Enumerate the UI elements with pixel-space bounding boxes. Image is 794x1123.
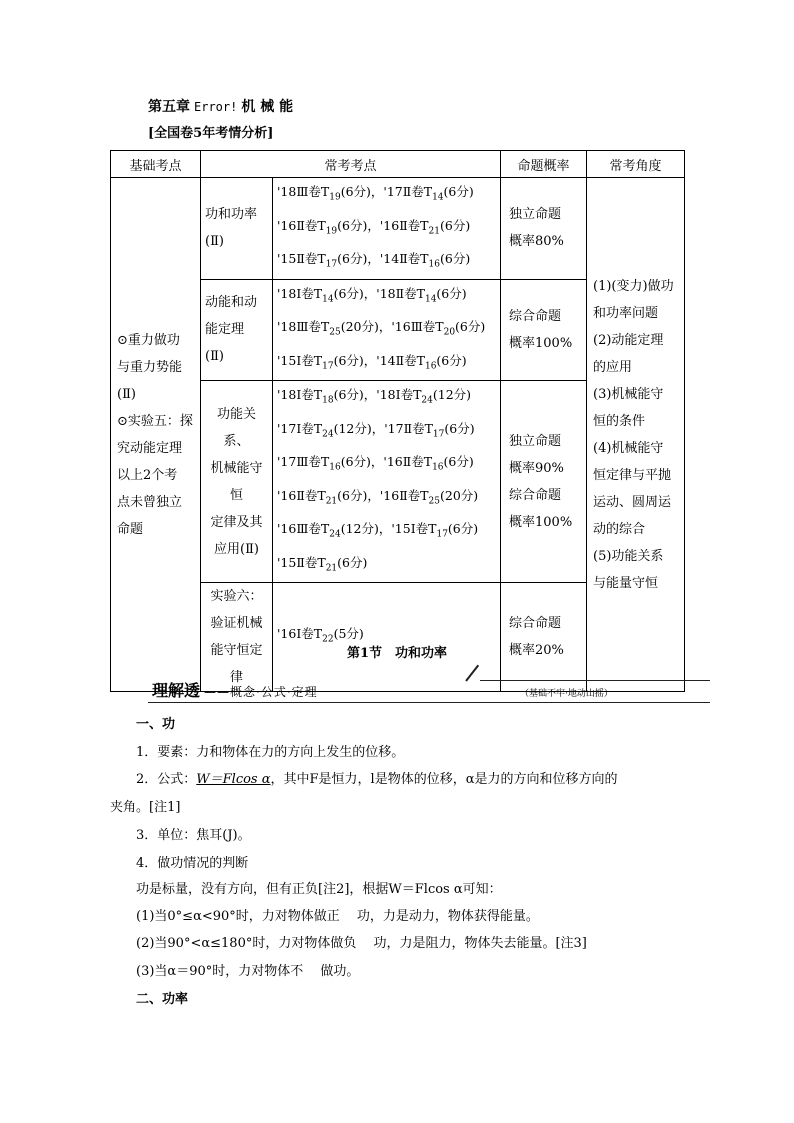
banner-underline: [148, 702, 710, 703]
reference-text: '16Ⅰ卷T: [277, 626, 323, 642]
formula-label: 2．公式：: [136, 772, 197, 787]
paragraph-case-1: (1)当0°≤α<90°时，力对物体做正 功，力是动力，物体获得能量。: [136, 909, 539, 924]
reference-text: (5分): [333, 626, 364, 642]
reference-text: (6分)，'16Ⅱ卷T: [337, 487, 429, 503]
chapter-prefix: 第五章: [148, 99, 190, 115]
header-base: 基础考点: [111, 151, 201, 178]
header-common: 常考考点: [201, 151, 501, 178]
exam-reference-line: [277, 245, 496, 279]
question-number: 17: [325, 259, 338, 270]
paragraph-case-3: (3)当α＝90°时，力对物体不 做功。: [136, 964, 360, 979]
work-formula: W＝Flcos α: [196, 772, 271, 787]
question-number: 24: [421, 395, 433, 406]
question-number: 17: [436, 529, 448, 540]
reference-text: (6分): [439, 251, 471, 266]
question-number: 14: [432, 192, 444, 203]
question-number: 25: [329, 327, 341, 338]
exam-reference-line: [277, 448, 496, 482]
exam-reference-line: [277, 347, 496, 381]
question-number: 25: [428, 496, 440, 506]
paragraph-case-2: (2)当90°<α≤180°时，力对物体做负 功，力是阻力，物体失去能量。[注3]: [136, 936, 587, 951]
reference-text: (6分): [436, 285, 467, 301]
banner-title: [152, 678, 318, 701]
reference-text: '15Ⅱ卷T: [277, 554, 326, 570]
reference-text: (6分)，'18Ⅱ卷T: [333, 285, 425, 301]
topic-cell: 功和功率 (Ⅱ): [201, 178, 273, 280]
question-number: 16: [432, 462, 444, 473]
question-number: 19: [329, 192, 341, 203]
reference-text: (6分)，'14Ⅱ卷T: [333, 352, 425, 368]
reference-text: (6分): [443, 184, 474, 199]
banner-note: （基础不牢·地动山摇）: [520, 689, 613, 699]
reference-text: '18Ⅰ卷T: [277, 285, 323, 301]
probability-cell: 综合命题 概率20%: [501, 583, 587, 692]
reference-text: (6分)，'17Ⅱ卷T: [340, 184, 433, 199]
banner-sub: ——概念·公式·定理: [204, 685, 318, 699]
reference-text: (20分)，'16Ⅲ卷T: [340, 319, 444, 334]
table-row: [111, 178, 685, 280]
reference-text: (6分): [447, 521, 479, 536]
header-prob: 命题概率: [501, 151, 587, 178]
reference-text: (6分): [436, 352, 467, 368]
topic-cell: 实验六： 验证机械 能守恒定 律: [201, 583, 273, 692]
reference-text: '18Ⅲ卷T: [277, 184, 330, 199]
analysis-title: [全国卷5年考情分析]: [148, 126, 274, 141]
reference-text: (12分)，'17Ⅱ卷T: [333, 420, 433, 436]
error-text: Error!: [194, 100, 238, 114]
reference-text: (6分): [444, 420, 475, 436]
question-number: 17: [432, 429, 445, 439]
common-points-cell: [273, 279, 501, 381]
reference-text: '17Ⅰ卷T: [277, 420, 323, 436]
question-number: 21: [325, 563, 338, 573]
reference-text: (6分): [439, 217, 471, 233]
paragraph-unit: 3．单位：焦耳(J)。: [136, 828, 251, 843]
question-number: 22: [322, 634, 334, 645]
paragraph-elements: 1．要素：力和物体在力的方向上发生的位移。: [136, 745, 405, 760]
question-number: 19: [325, 226, 338, 236]
question-number: 21: [325, 496, 338, 506]
header-angle: 常考角度: [587, 151, 685, 178]
question-number: 14: [322, 294, 334, 304]
reference-text: (6分)，'14Ⅱ卷T: [337, 251, 429, 266]
heading-work: 一、功: [136, 717, 176, 732]
question-number: 24: [329, 529, 341, 540]
reference-text: (20分): [439, 487, 479, 503]
question-number: 20: [443, 327, 456, 338]
question-number: 16: [424, 361, 437, 371]
paragraph-formula-cont: 夹角。[注1]: [110, 800, 181, 815]
reference-text: (6分)，'16Ⅱ卷T: [340, 454, 433, 469]
reference-text: '15Ⅰ卷T: [277, 352, 323, 368]
concept-banner: [148, 676, 710, 704]
banner-overline: [480, 680, 710, 681]
question-number: 18: [322, 395, 334, 406]
question-number: 24: [322, 429, 334, 439]
exam-reference-line: [277, 549, 496, 583]
probability-cell: 综合命题 概率100%: [501, 279, 587, 381]
angles-cell: (1)(变力)做功 和功率问题 (2)动能定理 的应用 (3)机械能守 恒的条件 (4)机械能守 恒定律与平抛 运动、圆周运 动的综合 (5)功能关系 与能量守恒: [587, 178, 685, 692]
reference-text: (6分): [443, 454, 474, 469]
section-title: 第1节 功和功率: [346, 646, 448, 661]
reference-text: '16Ⅲ卷T: [277, 521, 330, 536]
heading-power: 二、功率: [136, 992, 189, 1007]
probability-cell: 独立命题 概率90% 综合命题 概率100%: [501, 381, 587, 583]
reference-text: (6分)，'18Ⅰ卷T: [333, 387, 422, 402]
question-number: 17: [322, 361, 334, 371]
formula-explanation: ，其中F是恒力，l是物体的位移，α是力的方向和位移方向的: [270, 772, 618, 787]
question-number: 16: [329, 462, 341, 473]
exam-reference-line: [277, 415, 496, 449]
reference-text: '15Ⅱ卷T: [277, 251, 326, 266]
reference-text: '18Ⅲ卷T: [277, 319, 330, 334]
exam-reference-line: [277, 313, 496, 347]
reference-text: (12分): [432, 387, 472, 402]
paragraph-judgement: 4．做功情况的判断: [136, 856, 249, 871]
common-points-cell: [273, 381, 501, 583]
exam-reference-line: [277, 381, 496, 415]
reference-text: '16Ⅱ卷T: [277, 487, 326, 503]
reference-text: (6分)，'16Ⅱ卷T: [337, 217, 429, 233]
reference-text: '18Ⅰ卷T: [277, 387, 323, 402]
reference-text: (12分)，'15Ⅰ卷T: [340, 521, 437, 536]
exam-reference-line: [277, 212, 496, 246]
base-points-cell: ⊙重力做功 与重力势能 (Ⅱ) ⊙实验五：探 究动能定理 以上2个考 点未曾独立 命题: [111, 178, 201, 692]
topic-cell: 动能和动 能定理 (Ⅱ): [201, 279, 273, 381]
reference-text: (6分): [337, 554, 368, 570]
question-number: 21: [428, 226, 440, 236]
question-number: 16: [428, 259, 440, 270]
exam-reference-line: [277, 515, 496, 549]
reference-text: (6分): [455, 319, 486, 334]
paragraph-formula: [136, 768, 617, 787]
exam-reference-line: [277, 482, 496, 516]
question-number: 14: [424, 294, 437, 304]
topic-cell: 功能关系、 机械能守 恒 定律及其 应用(Ⅱ): [201, 381, 273, 583]
chapter-title: 机 械 能: [241, 99, 294, 115]
reference-text: '17Ⅲ卷T: [277, 454, 330, 469]
exam-reference-line: [277, 280, 496, 314]
chapter-heading: [148, 96, 293, 116]
common-points-cell: [273, 178, 501, 280]
banner-main: 理解透: [152, 681, 201, 700]
table-header-row: [111, 151, 685, 178]
probability-cell: 独立命题 概率80%: [501, 178, 587, 280]
reference-text: '16Ⅱ卷T: [277, 217, 326, 233]
exam-reference-line: [277, 178, 496, 212]
exam-analysis-table: [110, 150, 685, 692]
paragraph-scalar: 功是标量，没有方向，但有正负[注2]，根据W＝Flcos α可知：: [136, 882, 502, 897]
